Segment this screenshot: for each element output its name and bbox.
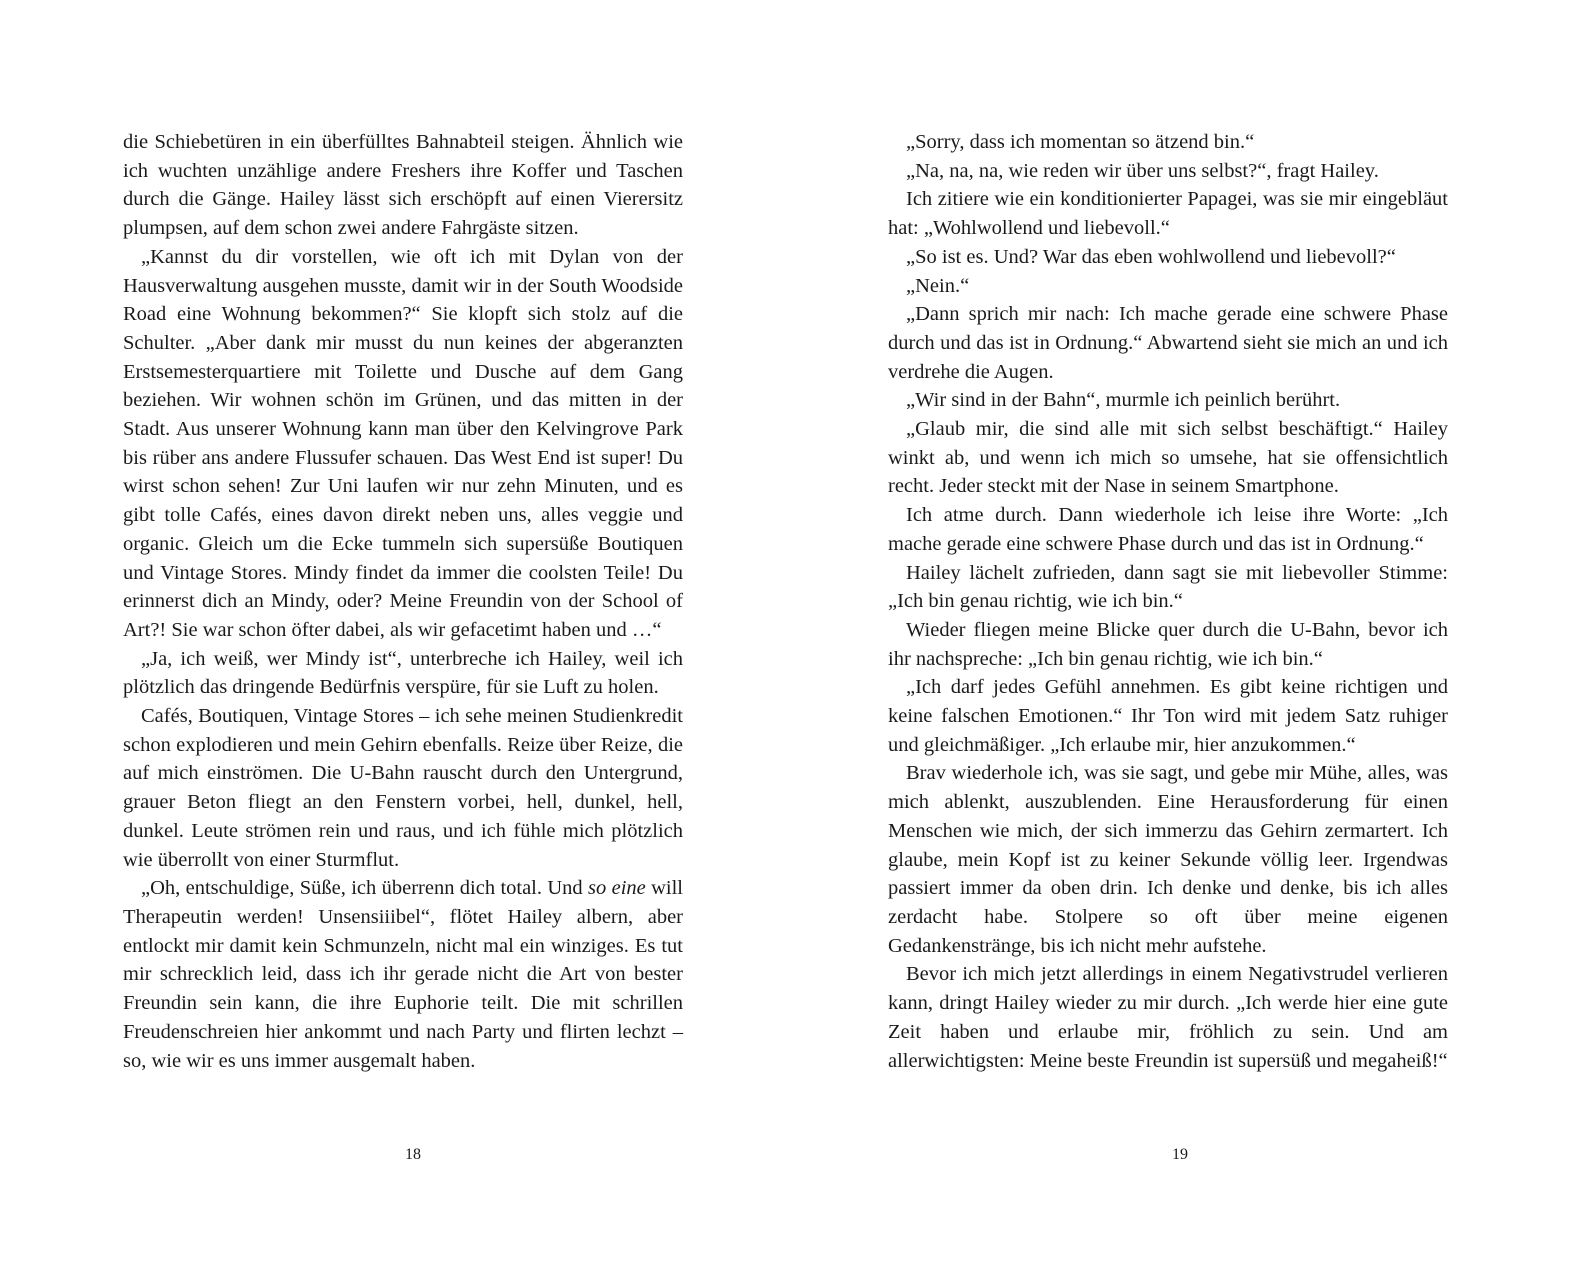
paragraph-text: „Oh, entschuldige, Süße, ich überrenn dich total. Und (141, 877, 589, 900)
left-page-text (123, 128, 683, 1075)
paragraph: Ich atme durch. Dann wiederhole ich leise ihre Worte: „Ich mache gerade eine schwere Phase durch und das ist in Ordnung.“ (888, 504, 1448, 555)
paragraph: „So ist es. Und? War das eben wohlwollend und liebevoll?“ (906, 245, 1396, 268)
paragraph: „Ja, ich weiß, wer Mindy ist“, unterbreche ich Hailey, weil ich plötzlich das dringende Bedürfnis verspüre, für sie Luft zu holen. (123, 647, 683, 699)
paragraph: Brav wiederhole ich, was sie sagt, und gebe mir Mühe, alles, was mich ablenkt, auszublenden. Eine Herausforderung für einen Menschen wie mich, der sich immerzu das Gehirn zermartert. Ich glaube, mein Kopf ist zu keiner Sekunde völlig leer. Irgendwas passiert immer da oben drin. Ich denke und denke, bis ich alles zerdacht habe. Stolpere so oft über meine eigenen Gedankenstränge, bis ich nicht mehr aufstehe. (888, 762, 1448, 957)
paragraph (123, 874, 683, 1075)
paragraph: Wieder fliegen meine Blicke quer durch die U-Bahn, bevor ich ihr nachspreche: „Ich bin genau richtig, wie ich bin.“ (888, 618, 1448, 670)
paragraph: „Ich darf jedes Gefühl annehmen. Es gibt keine richtigen und keine falschen Emotionen.“ Ihr Ton wird mit jedem Satz ruhiger und gleichmäßiger. „Ich erlaube mir, hier anzukommen.“ (888, 676, 1448, 756)
paragraph: „Sorry, dass ich momentan so ätzend bin.“ (906, 131, 1255, 153)
paragraph: „Na, na, na, wie reden wir über uns selbst?“, fragt Hailey. (906, 159, 1379, 182)
paragraph: Ich zitiere wie ein konditionierter Papagei, was sie mir eingebläut hat: „Wohlwollend und liebevoll.“ (888, 188, 1448, 240)
paragraph: „Dann sprich mir nach: Ich mache gerade eine schwere Phase durch und das ist in Ordnung.“ Abwartend sieht sie mich an und ich verdrehe die Augen. (888, 303, 1448, 383)
paragraph: Hailey lächelt zufrieden, dann sagt sie mit liebevoller Stimme: „Ich bin genau richtig, wie ich bin.“ (888, 561, 1448, 613)
paragraph: „Kannst du dir vorstellen, wie oft ich mit Dylan von der Hausverwaltung ausgehen musste, damit wir in der South Woodside Road eine Wohnung bekommen?“ Sie klopft sich stolz auf die Schulter. „Aber dank mir musst du nun keines der abgeranzten Erstsemesterquartiere mit Toilette und Dusche auf dem Gang beziehen. Wir wohnen schön im Grünen, und das mitten in der Stadt. Aus unserer Wohnung kann man über den Kelvingrove Park bis rüber ans andere Flussufer schauen. Das West End ist super! Du wirst schon sehen! Zur Uni laufen wir nur zehn Minuten, und es gibt tolle Cafés, eines davon direkt neben uns, alles veggie und organic. Gleich um die Ecke tummeln sich supersüße Boutiquen und Vintage Stores. Mindy findet da immer die coolsten Teile! Du erinnerst dich an Mindy, oder? Meine Freundin von der School of Art?! Sie war schon öfter dabei, als wir gefacetimt haben und …“ (123, 245, 683, 641)
paragraph: „Nein.“ (906, 274, 970, 297)
paragraph: „Glaub mir, die sind alle mit sich selbst beschäftigt.“ Hailey winkt ab, und wenn ich mich so umsehe, hat sie offensichtlich recht. Jeder steckt mit der Nase in seinem Smartphone. (888, 418, 1448, 498)
page-number-left: 18 (405, 1146, 421, 1163)
paragraph: Cafés, Boutiquen, Vintage Stores – ich sehe meinen Studienkredit schon explodieren und mein Gehirn ebenfalls. Reize über Reize, die auf mich einströmen. Die U-Bahn rauscht durch den Untergrund, grauer Beton fliegt an den Fenstern vorbei, hell, dunkel, hell, dunkel. Leute strömen rein und raus, und ich fühle mich plötzlich wie überrollt von einer Sturmflut. (123, 705, 683, 871)
paragraph-text: will Therapeutin werden! Unsensiiibel“, flötet Hailey albern, aber entlockt mir damit kein Schmunzeln, nicht mal ein winziges. Es tut mir schrecklich leid, dass ich ihr gerade nicht die Art von bester Freundin sein kann, die ihre Euphorie teilt. Die mit schrillen Freudenschreien hier ankommt und nach Party und flirten lechzt – so, wie wir es uns immer ausgemalt haben. (123, 877, 683, 1072)
page-number-right: 19 (1172, 1146, 1188, 1163)
paragraph: Bevor ich mich jetzt allerdings in einem Negativstrudel verlieren kann, dringt Hailey wieder zu mir durch. „Ich werde hier eine gute Zeit haben und erlaube mir, fröhlich zu sein. Und am allerwichtigsten: Meine beste Freundin ist supersüß und megaheiß!“ (888, 963, 1448, 1072)
italic-emphasis: so eine (588, 877, 646, 900)
paragraph: die Schiebetüren in ein überfülltes Bahnabteil steigen. Ähnlich wie ich wuchten unzählige andere Freshers ihre Koffer und Taschen durch die Gänge. Hailey lässt sich erschöpft auf einen Vierersitz plumpsen, auf dem schon zwei andere Fahrgäste sitzen. (123, 131, 683, 240)
paragraph: „Wir sind in der Bahn“, murmle ich peinlich berührt. (906, 389, 1341, 412)
right-page-text (888, 128, 1448, 1075)
